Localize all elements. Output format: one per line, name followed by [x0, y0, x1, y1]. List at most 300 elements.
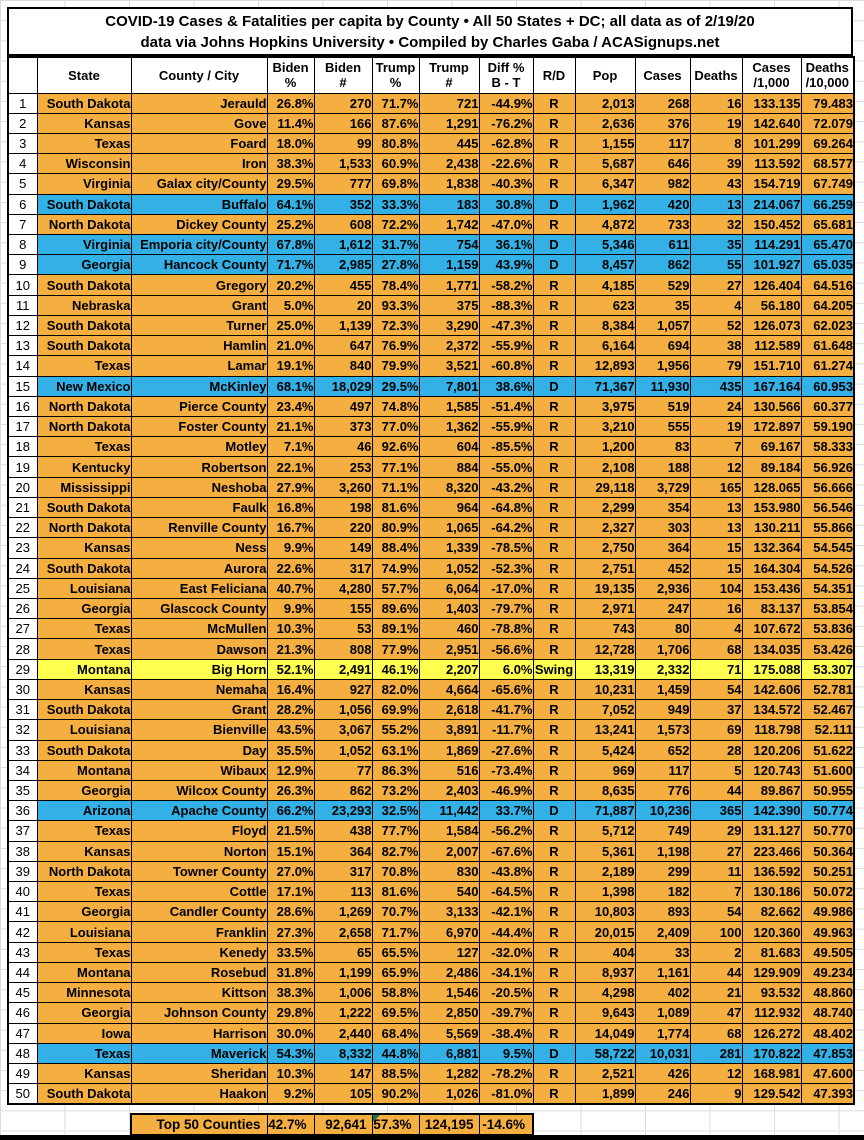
deaths-per-10000-cell: 49.505: [801, 942, 854, 962]
table-row: [8, 235, 854, 255]
diff-cell: -60.8%: [479, 356, 533, 376]
deaths-per-10000-cell: 64.516: [801, 275, 854, 295]
deaths-cell: 104: [690, 578, 742, 598]
biden-pct-cell: 11.4%: [267, 113, 314, 133]
row-number-cell: 39: [8, 861, 37, 881]
diff-cell: -47.3%: [479, 315, 533, 335]
county-cell: Gregory: [131, 275, 267, 295]
table-row: [8, 93, 854, 113]
trump-votes-cell: 1,742: [419, 214, 479, 234]
biden-pct-cell: 21.0%: [267, 336, 314, 356]
biden-votes-cell: 155: [314, 598, 372, 618]
deaths-per-10000-cell: 50.770: [801, 821, 854, 841]
biden-votes-cell: 147: [314, 1064, 372, 1084]
pop-cell: 743: [575, 619, 635, 639]
party-cell: R: [533, 720, 575, 740]
deaths-per-10000-cell: 54.545: [801, 538, 854, 558]
row-number-cell: 7: [8, 214, 37, 234]
summary-trump-votes: 124,195: [419, 1114, 479, 1135]
diff-cell: 30.8%: [479, 194, 533, 214]
biden-pct-cell: 35.5%: [267, 740, 314, 760]
diff-cell: 33.7%: [479, 801, 533, 821]
biden-pct-cell: 15.1%: [267, 841, 314, 861]
diff-cell: -78.2%: [479, 1064, 533, 1084]
party-cell: R: [533, 962, 575, 982]
state-cell: Kansas: [37, 113, 131, 133]
pop-cell: 9,643: [575, 1003, 635, 1023]
diff-cell: -41.7%: [479, 700, 533, 720]
cases-per-1000-cell: 172.897: [742, 417, 801, 437]
row-number-cell: 8: [8, 235, 37, 255]
cases-cell: 646: [635, 154, 690, 174]
party-cell: R: [533, 821, 575, 841]
trump-pct-cell: 69.5%: [372, 1003, 419, 1023]
table-row: [8, 942, 854, 962]
state-cell: Georgia: [37, 598, 131, 618]
deaths-per-10000-cell: 67.749: [801, 174, 854, 194]
trump-votes-cell: 830: [419, 861, 479, 881]
state-cell: South Dakota: [37, 315, 131, 335]
diff-cell: -64.8%: [479, 497, 533, 517]
diff-cell: -34.1%: [479, 962, 533, 982]
row-number-cell: 31: [8, 700, 37, 720]
biden-votes-cell: 1,139: [314, 315, 372, 335]
cases-cell: 776: [635, 780, 690, 800]
biden-votes-cell: 1,269: [314, 902, 372, 922]
trump-pct-cell: 70.7%: [372, 902, 419, 922]
diff-cell: -52.3%: [479, 558, 533, 578]
table-row: [8, 194, 854, 214]
biden-votes-cell: 317: [314, 558, 372, 578]
table-row: [8, 659, 854, 679]
cases-per-1000-cell: 164.304: [742, 558, 801, 578]
pop-cell: 1,155: [575, 133, 635, 153]
deaths-per-10000-cell: 60.377: [801, 396, 854, 416]
deaths-per-10000-cell: 48.740: [801, 1003, 854, 1023]
diff-cell: -51.4%: [479, 396, 533, 416]
pop-cell: 2,299: [575, 497, 635, 517]
county-cell: Neshoba: [131, 477, 267, 497]
cases-cell: 694: [635, 336, 690, 356]
biden-votes-cell: 198: [314, 497, 372, 517]
county-cell: Galax city/County: [131, 174, 267, 194]
cases-cell: 1,774: [635, 1023, 690, 1043]
county-cell: Grant: [131, 295, 267, 315]
deaths-per-10000-cell: 56.546: [801, 497, 854, 517]
deaths-per-10000-cell: 50.955: [801, 780, 854, 800]
row-number-cell: 24: [8, 558, 37, 578]
party-cell: R: [533, 578, 575, 598]
trump-votes-cell: 1,771: [419, 275, 479, 295]
pop-cell: 19,135: [575, 578, 635, 598]
biden-votes-cell: 77: [314, 760, 372, 780]
biden-pct-cell: 12.9%: [267, 760, 314, 780]
party-cell: R: [533, 942, 575, 962]
deaths-per-10000-cell: 65.681: [801, 214, 854, 234]
deaths-cell: 52: [690, 315, 742, 335]
party-cell: R: [533, 740, 575, 760]
diff-cell: -32.0%: [479, 942, 533, 962]
cases-cell: 2,332: [635, 659, 690, 679]
trump-votes-cell: 964: [419, 497, 479, 517]
row-number-cell: 47: [8, 1023, 37, 1043]
deaths-per-10000-cell: 60.953: [801, 376, 854, 396]
table-row: [8, 983, 854, 1003]
trump-pct-cell: 55.2%: [372, 720, 419, 740]
col-header-cases: Cases: [635, 57, 690, 93]
county-cell: Aurora: [131, 558, 267, 578]
cases-per-1000-cell: 128.065: [742, 477, 801, 497]
trump-pct-cell: 68.4%: [372, 1023, 419, 1043]
pop-cell: 5,424: [575, 740, 635, 760]
row-number-cell: 23: [8, 538, 37, 558]
row-number-cell: 40: [8, 882, 37, 902]
state-cell: Kansas: [37, 841, 131, 861]
party-cell: R: [533, 538, 575, 558]
cases-cell: 733: [635, 214, 690, 234]
bottom-edge-bar: [0, 1135, 864, 1140]
county-cell: Apache County: [131, 801, 267, 821]
diff-cell: -43.8%: [479, 861, 533, 881]
deaths-per-10000-cell: 79.483: [801, 93, 854, 113]
cases-cell: 182: [635, 882, 690, 902]
trump-pct-cell: 82.0%: [372, 679, 419, 699]
pop-cell: 2,327: [575, 518, 635, 538]
deaths-per-10000-cell: 50.251: [801, 861, 854, 881]
trump-votes-cell: 1,838: [419, 174, 479, 194]
state-cell: Mississippi: [37, 477, 131, 497]
col-header-county: County / City: [131, 57, 267, 93]
pop-cell: 3,975: [575, 396, 635, 416]
state-cell: Texas: [37, 133, 131, 153]
biden-votes-cell: 364: [314, 841, 372, 861]
cases-per-1000-cell: 150.452: [742, 214, 801, 234]
biden-votes-cell: 18,029: [314, 376, 372, 396]
diff-cell: 36.1%: [479, 235, 533, 255]
cases-cell: 10,031: [635, 1043, 690, 1063]
row-number-cell: 43: [8, 942, 37, 962]
deaths-cell: 281: [690, 1043, 742, 1063]
table-row: [8, 255, 854, 275]
trump-votes-cell: 3,891: [419, 720, 479, 740]
pop-cell: 10,231: [575, 679, 635, 699]
table-row: [8, 679, 854, 699]
state-cell: South Dakota: [37, 497, 131, 517]
table-row: [8, 1023, 854, 1043]
state-cell: South Dakota: [37, 700, 131, 720]
trump-pct-cell: 88.4%: [372, 538, 419, 558]
table-row: [8, 113, 854, 133]
party-cell: R: [533, 154, 575, 174]
trump-votes-cell: 4,664: [419, 679, 479, 699]
biden-votes-cell: 862: [314, 780, 372, 800]
cases-cell: 893: [635, 902, 690, 922]
county-cell: Cottle: [131, 882, 267, 902]
pop-cell: 404: [575, 942, 635, 962]
party-cell: R: [533, 315, 575, 335]
cases-per-1000-cell: 114.291: [742, 235, 801, 255]
diff-cell: -38.4%: [479, 1023, 533, 1043]
biden-pct-cell: 20.2%: [267, 275, 314, 295]
deaths-per-10000-cell: 62.023: [801, 315, 854, 335]
trump-votes-cell: 3,521: [419, 356, 479, 376]
cases-cell: 35: [635, 295, 690, 315]
deaths-cell: 44: [690, 962, 742, 982]
pop-cell: 2,013: [575, 93, 635, 113]
cases-cell: 1,459: [635, 679, 690, 699]
pop-cell: 2,108: [575, 457, 635, 477]
cases-cell: 420: [635, 194, 690, 214]
trump-votes-cell: 1,052: [419, 558, 479, 578]
trump-votes-cell: 1,546: [419, 983, 479, 1003]
diff-cell: -44.4%: [479, 922, 533, 942]
table-row: [8, 396, 854, 416]
deaths-per-10000-cell: 52.781: [801, 679, 854, 699]
diff-cell: 38.6%: [479, 376, 533, 396]
county-cell: Harrison: [131, 1023, 267, 1043]
diff-cell: -55.9%: [479, 417, 533, 437]
trump-pct-cell: 80.9%: [372, 518, 419, 538]
cases-cell: 117: [635, 760, 690, 780]
deaths-cell: 9: [690, 1084, 742, 1104]
county-cell: East Feliciana: [131, 578, 267, 598]
trump-pct-cell: 87.6%: [372, 113, 419, 133]
trump-pct-cell: 79.9%: [372, 356, 419, 376]
party-cell: R: [533, 882, 575, 902]
deaths-cell: 43: [690, 174, 742, 194]
trump-votes-cell: 1,159: [419, 255, 479, 275]
deaths-per-10000-cell: 50.774: [801, 801, 854, 821]
pop-cell: 29,118: [575, 477, 635, 497]
trump-pct-cell: 73.2%: [372, 780, 419, 800]
cases-cell: 426: [635, 1064, 690, 1084]
cases-cell: 1,161: [635, 962, 690, 982]
biden-votes-cell: 149: [314, 538, 372, 558]
biden-pct-cell: 21.1%: [267, 417, 314, 437]
trump-pct-cell: 81.6%: [372, 882, 419, 902]
trump-pct-cell: 44.8%: [372, 1043, 419, 1063]
trump-votes-cell: 1,585: [419, 396, 479, 416]
cases-cell: 862: [635, 255, 690, 275]
biden-pct-cell: 54.3%: [267, 1043, 314, 1063]
biden-pct-cell: 71.7%: [267, 255, 314, 275]
deaths-per-10000-cell: 69.264: [801, 133, 854, 153]
biden-pct-cell: 18.0%: [267, 133, 314, 153]
state-cell: South Dakota: [37, 558, 131, 578]
cases-per-1000-cell: 129.542: [742, 1084, 801, 1104]
deaths-cell: 55: [690, 255, 742, 275]
diff-cell: -22.6%: [479, 154, 533, 174]
deaths-cell: 27: [690, 841, 742, 861]
col-header-biden-votes: Biden #: [314, 57, 372, 93]
county-cell: Jerauld: [131, 93, 267, 113]
table-row: [8, 740, 854, 760]
biden-pct-cell: 27.0%: [267, 861, 314, 881]
trump-votes-cell: 721: [419, 93, 479, 113]
cases-cell: 949: [635, 700, 690, 720]
trump-votes-cell: 1,282: [419, 1064, 479, 1084]
trump-pct-cell: 27.8%: [372, 255, 419, 275]
county-cell: Renville County: [131, 518, 267, 538]
trump-votes-cell: 127: [419, 942, 479, 962]
deaths-cell: 16: [690, 93, 742, 113]
trump-votes-cell: 1,291: [419, 113, 479, 133]
state-cell: South Dakota: [37, 275, 131, 295]
col-header-deaths: Deaths: [690, 57, 742, 93]
biden-pct-cell: 19.1%: [267, 356, 314, 376]
cases-cell: 268: [635, 93, 690, 113]
pop-cell: 8,635: [575, 780, 635, 800]
pop-cell: 14,049: [575, 1023, 635, 1043]
diff-cell: -42.1%: [479, 902, 533, 922]
trump-pct-cell: 74.8%: [372, 396, 419, 416]
table-row: [8, 861, 854, 881]
diff-cell: -44.9%: [479, 93, 533, 113]
party-cell: R: [533, 639, 575, 659]
party-cell: R: [533, 861, 575, 881]
biden-pct-cell: 10.3%: [267, 619, 314, 639]
deaths-per-10000-cell: 53.836: [801, 619, 854, 639]
state-cell: Louisiana: [37, 720, 131, 740]
party-cell: D: [533, 376, 575, 396]
row-number-cell: 22: [8, 518, 37, 538]
row-number-cell: 32: [8, 720, 37, 740]
cases-cell: 1,198: [635, 841, 690, 861]
pop-cell: 2,751: [575, 558, 635, 578]
pop-cell: 13,319: [575, 659, 635, 679]
biden-pct-cell: 22.1%: [267, 457, 314, 477]
county-data-table: [7, 56, 855, 1105]
cases-per-1000-cell: 113.592: [742, 154, 801, 174]
top50-summary-row: [130, 1113, 534, 1136]
cases-per-1000-cell: 81.683: [742, 942, 801, 962]
trump-pct-cell: 72.2%: [372, 214, 419, 234]
biden-votes-cell: 270: [314, 93, 372, 113]
pop-cell: 2,750: [575, 538, 635, 558]
pop-cell: 5,712: [575, 821, 635, 841]
party-cell: R: [533, 295, 575, 315]
deaths-cell: 35: [690, 235, 742, 255]
deaths-per-10000-cell: 51.600: [801, 760, 854, 780]
biden-pct-cell: 30.0%: [267, 1023, 314, 1043]
cases-cell: 519: [635, 396, 690, 416]
cases-per-1000-cell: 136.592: [742, 861, 801, 881]
row-number-cell: 36: [8, 801, 37, 821]
party-cell: R: [533, 457, 575, 477]
cases-cell: 1,706: [635, 639, 690, 659]
biden-votes-cell: 840: [314, 356, 372, 376]
cases-cell: 33: [635, 942, 690, 962]
trump-pct-cell: 65.9%: [372, 962, 419, 982]
biden-votes-cell: 927: [314, 679, 372, 699]
biden-votes-cell: 2,985: [314, 255, 372, 275]
deaths-per-10000-cell: 53.854: [801, 598, 854, 618]
county-cell: Day: [131, 740, 267, 760]
party-cell: R: [533, 275, 575, 295]
diff-cell: -78.8%: [479, 619, 533, 639]
row-number-cell: 45: [8, 983, 37, 1003]
biden-pct-cell: 40.7%: [267, 578, 314, 598]
table-row: [8, 1003, 854, 1023]
county-cell: McMullen: [131, 619, 267, 639]
deaths-per-10000-cell: 51.622: [801, 740, 854, 760]
trump-votes-cell: 375: [419, 295, 479, 315]
cases-cell: 354: [635, 497, 690, 517]
col-header-pop: Pop: [575, 57, 635, 93]
row-number-cell: 37: [8, 821, 37, 841]
summary-label: Top 50 Counties: [131, 1114, 267, 1135]
biden-pct-cell: 22.6%: [267, 558, 314, 578]
row-number-cell: 33: [8, 740, 37, 760]
deaths-cell: 11: [690, 861, 742, 881]
trump-votes-cell: 6,881: [419, 1043, 479, 1063]
pop-cell: 12,728: [575, 639, 635, 659]
trump-pct-cell: 58.8%: [372, 983, 419, 1003]
table-row: [8, 457, 854, 477]
state-cell: Arizona: [37, 801, 131, 821]
biden-pct-cell: 26.3%: [267, 780, 314, 800]
party-cell: D: [533, 1043, 575, 1063]
deaths-per-10000-cell: 47.393: [801, 1084, 854, 1104]
cases-per-1000-cell: 153.980: [742, 497, 801, 517]
trump-pct-cell: 57.7%: [372, 578, 419, 598]
biden-pct-cell: 28.6%: [267, 902, 314, 922]
trump-votes-cell: 2,372: [419, 336, 479, 356]
trump-pct-cell: 69.8%: [372, 174, 419, 194]
party-cell: R: [533, 760, 575, 780]
table-row: [8, 1064, 854, 1084]
trump-pct-cell: 71.7%: [372, 93, 419, 113]
state-cell: Georgia: [37, 255, 131, 275]
row-number-cell: 41: [8, 902, 37, 922]
biden-pct-cell: 7.1%: [267, 437, 314, 457]
county-cell: Pierce County: [131, 396, 267, 416]
deaths-cell: 54: [690, 679, 742, 699]
pop-cell: 5,346: [575, 235, 635, 255]
row-number-cell: 9: [8, 255, 37, 275]
deaths-cell: 21: [690, 983, 742, 1003]
summary-diff: -14.6%: [479, 1114, 533, 1135]
diff-cell: -67.6%: [479, 841, 533, 861]
pop-cell: 6,347: [575, 174, 635, 194]
deaths-cell: 7: [690, 437, 742, 457]
deaths-cell: 5: [690, 760, 742, 780]
cases-per-1000-cell: 126.073: [742, 315, 801, 335]
county-cell: Foard: [131, 133, 267, 153]
summary-trump-pct: 57.3%: [372, 1114, 419, 1135]
biden-votes-cell: 23,293: [314, 801, 372, 821]
trump-pct-cell: 81.6%: [372, 497, 419, 517]
cases-per-1000-cell: 154.719: [742, 174, 801, 194]
pop-cell: 6,164: [575, 336, 635, 356]
trump-votes-cell: 3,290: [419, 315, 479, 335]
pop-cell: 5,687: [575, 154, 635, 174]
table-row: [8, 214, 854, 234]
state-cell: South Dakota: [37, 336, 131, 356]
row-number-cell: 14: [8, 356, 37, 376]
cases-per-1000-cell: 56.180: [742, 295, 801, 315]
cases-per-1000-cell: 142.390: [742, 801, 801, 821]
trump-pct-cell: 86.3%: [372, 760, 419, 780]
col-header-trump-votes: Trump #: [419, 57, 479, 93]
party-cell: Swing: [533, 659, 575, 679]
trump-pct-cell: 76.9%: [372, 336, 419, 356]
state-cell: North Dakota: [37, 214, 131, 234]
party-cell: D: [533, 235, 575, 255]
cases-cell: 3,729: [635, 477, 690, 497]
table-row: [8, 1043, 854, 1063]
deaths-per-10000-cell: 68.577: [801, 154, 854, 174]
